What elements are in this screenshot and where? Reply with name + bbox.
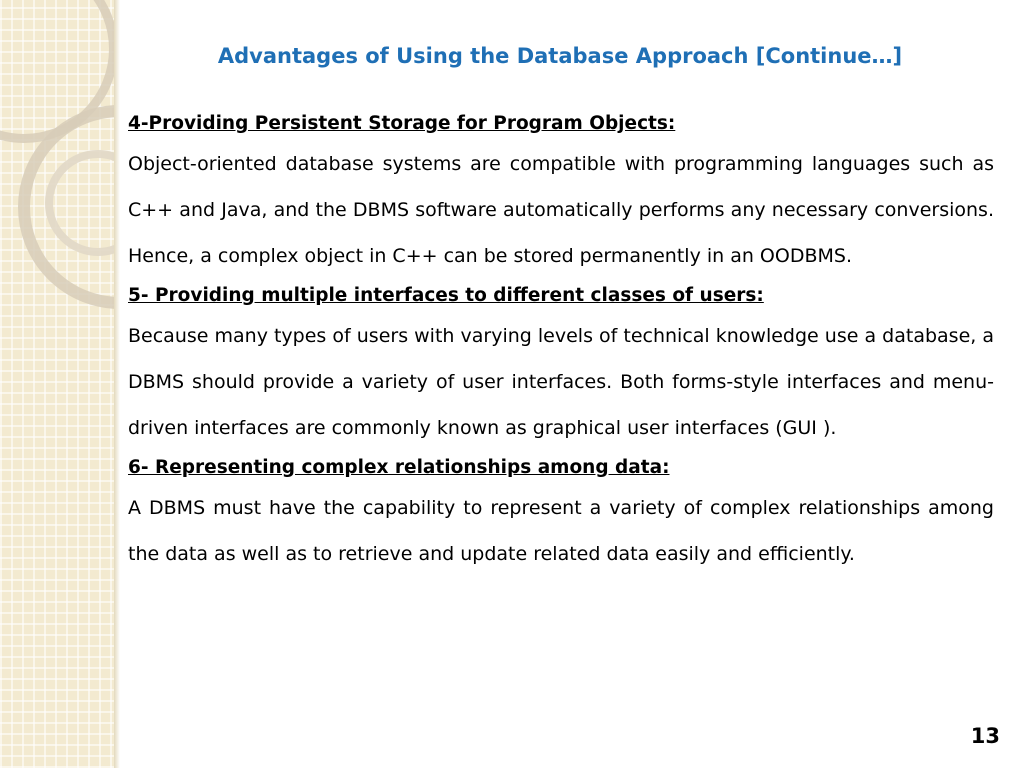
page-number: 13 [970,724,1000,748]
section-body: Object-oriented database systems are compatible with programming languages such as C++ and Java, and the DBMS software automatically performs any necessary conversions. Hence, a complex object in C++ can be stored permanently in an OODBMS. [128,153,994,267]
slide-content [128,107,994,577]
section-body: Because many types of users with varying levels of technical knowledge use a database, a DBMS should provide a variety of user interfaces. Both forms-style interfaces and menu-driven interfaces are commonly known as graphical user interfaces (GUI ). [128,325,994,439]
section-heading: 5- Providing multiple interfaces to different classes of users: [128,285,764,306]
section-multiple-interfaces [128,279,994,451]
section-heading: 4-Providing Persistent Storage for Program Objects: [128,113,676,134]
decorative-side-band [0,0,114,768]
section-heading: 6- Representing complex relationships among data: [128,457,670,478]
section-persistent-storage [128,107,994,279]
section-body: A DBMS must have the capability to represent a variety of complex relationships among the data as well as to retrieve and update related data easily and efficiently. [128,497,994,565]
slide-title: Advantages of Using the Database Approach [Continue…] [217,44,903,68]
section-complex-relationships [128,451,994,577]
side-band-edge [114,0,120,768]
